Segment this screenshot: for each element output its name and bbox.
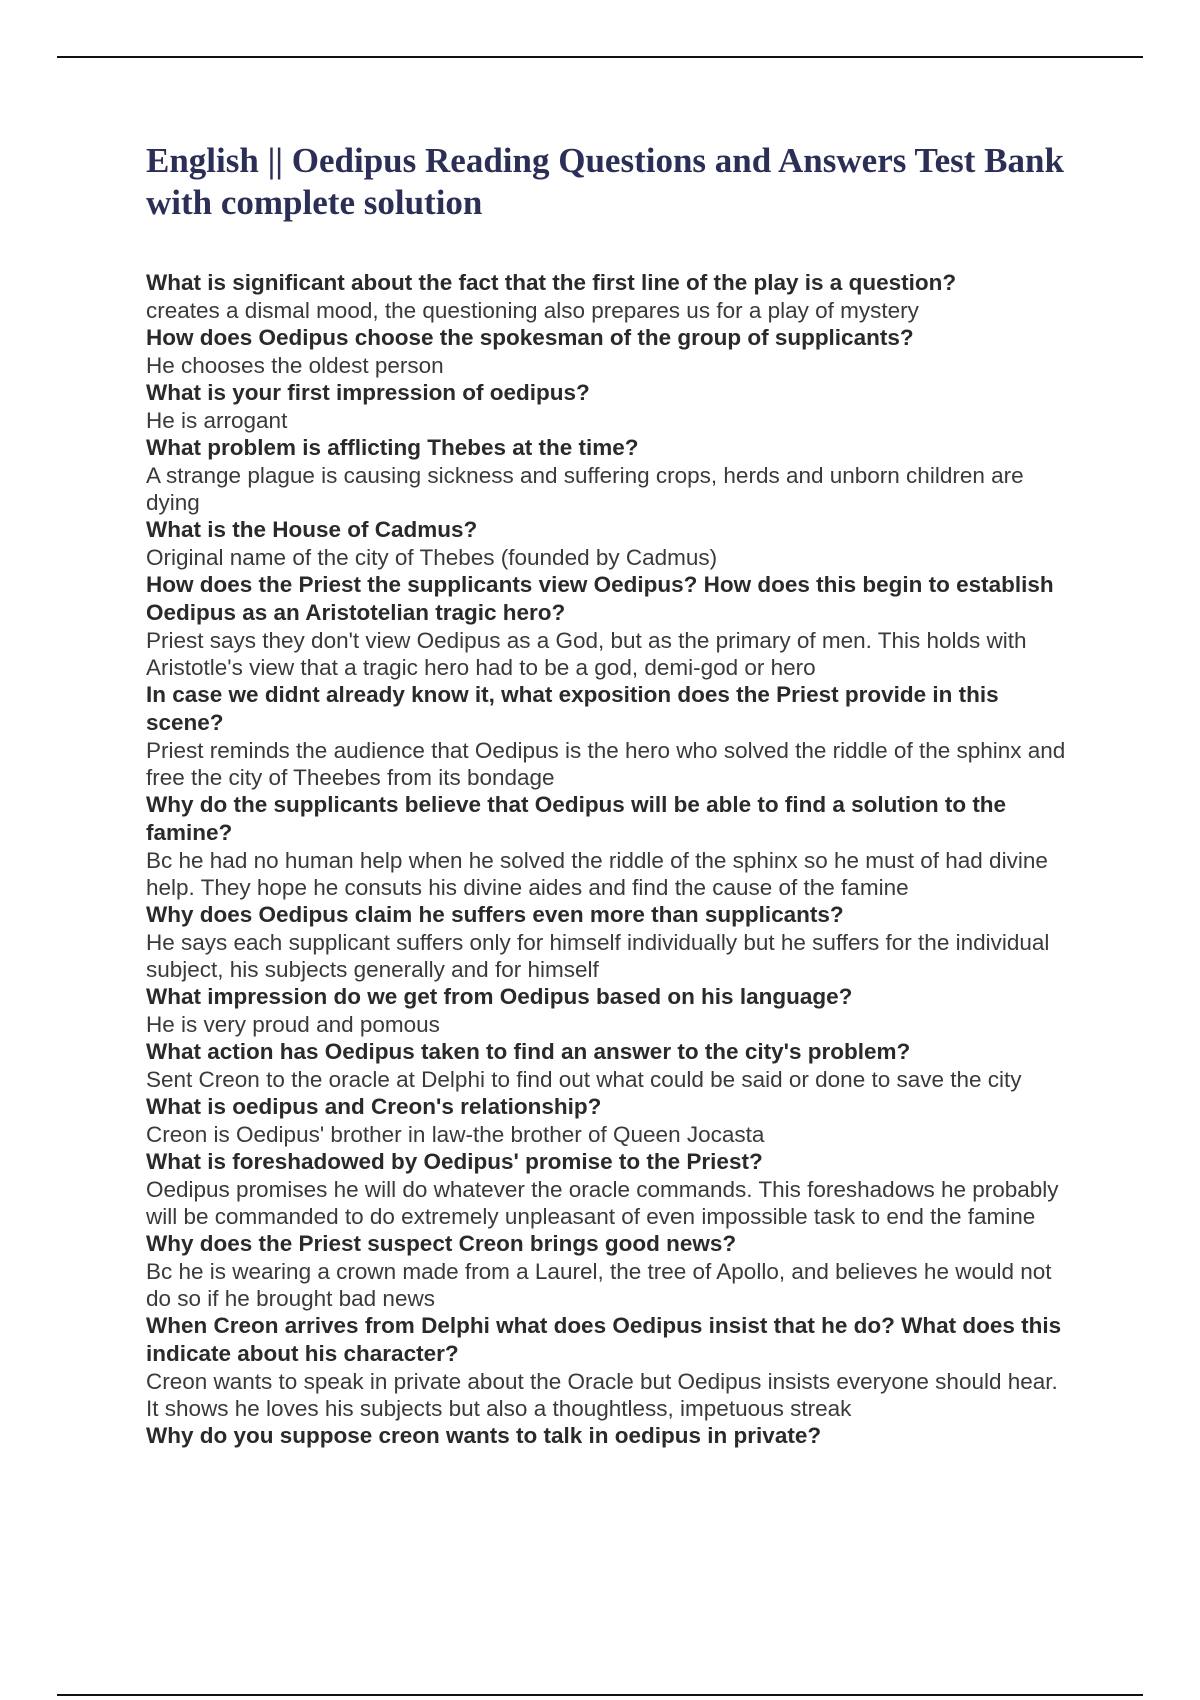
qa-item	[146, 379, 1076, 434]
bottom-rule	[57, 1694, 1143, 1696]
qa-list	[146, 269, 1076, 1450]
question-text: In case we didnt already know it, what exposition does the Priest provide in this scene?	[146, 682, 999, 735]
answer-text: He is arrogant	[146, 408, 288, 433]
answer-text: Creon is Oedipus' brother in law-the brother of Queen Jocasta	[146, 1122, 765, 1147]
question-text: What is oedipus and Creon's relationship?	[146, 1094, 602, 1119]
qa-item	[146, 1148, 1076, 1230]
question-text: What is the House of Cadmus?	[146, 517, 478, 542]
qa-item	[146, 434, 1076, 516]
qa-item	[146, 1093, 1076, 1148]
qa-item	[146, 516, 1076, 571]
question-text: What is significant about the fact that the first line of the play is a question?	[146, 270, 957, 295]
qa-item	[146, 791, 1076, 901]
question-text: What is foreshadowed by Oedipus' promise to the Priest?	[146, 1149, 763, 1174]
qa-item	[146, 1230, 1076, 1312]
answer-text: Original name of the city of Thebes (founded by Cadmus)	[146, 545, 718, 570]
question-text: How does the Priest the supplicants view Oedipus? How does this begin to establish Oedipus as an Aristotelian tragic hero?	[146, 572, 1054, 625]
answer-text: He says each supplicant suffers only for himself individually but he suffers for the individual subject, his subjects generally and for himself	[146, 930, 1050, 982]
qa-item	[146, 1422, 1076, 1450]
qa-item	[146, 983, 1076, 1038]
qa-item	[146, 681, 1076, 791]
question-text: What problem is afflicting Thebes at the time?	[146, 435, 639, 460]
qa-item	[146, 571, 1076, 681]
answer-text: Priest reminds the audience that Oedipus is the hero who solved the riddle of the sphinx and free the city of Theebes from its bondage	[146, 738, 1066, 790]
answer-text: He is very proud and pomous	[146, 1012, 440, 1037]
answer-text: A strange plague is causing sickness and suffering crops, herds and unborn children are dying	[146, 463, 1024, 515]
answer-text: Creon wants to speak in private about the Oracle but Oedipus insists everyone should hear. It shows he loves his subjects but also a thoughtless, impetuous streak	[146, 1369, 1058, 1421]
question-text: How does Oedipus choose the spokesman of the group of supplicants?	[146, 325, 914, 350]
document-title: English || Oedipus Reading Questions and Answers Test Bank with complete solution	[146, 141, 1064, 222]
answer-text: Oedipus promises he will do whatever the oracle commands. This foreshadows he probably will be commanded to do extremely unpleasant of even impossible task to end the famine	[146, 1177, 1059, 1229]
qa-item	[146, 269, 1076, 324]
question-text: Why does the Priest suspect Creon brings good news?	[146, 1231, 737, 1256]
document-body	[146, 140, 1076, 1450]
question-text: What action has Oedipus taken to find an answer to the city's problem?	[146, 1039, 911, 1064]
top-rule	[57, 56, 1143, 58]
answer-text: creates a dismal mood, the questioning also prepares us for a play of mystery	[146, 298, 919, 323]
qa-item	[146, 324, 1076, 379]
qa-item	[146, 901, 1076, 983]
question-text: Why do the supplicants believe that Oedipus will be able to find a solution to the famine?	[146, 792, 1007, 845]
answer-text: Bc he had no human help when he solved the riddle of the sphinx so he must of had divine help. They hope he consuts his divine aides and find the cause of the famine	[146, 848, 1048, 900]
answer-text: Bc he is wearing a crown made from a Laurel, the tree of Apollo, and believes he would not do so if he brought bad news	[146, 1259, 1052, 1311]
question-text: What impression do we get from Oedipus based on his language?	[146, 984, 853, 1009]
answer-text: He chooses the oldest person	[146, 353, 444, 378]
question-text: Why does Oedipus claim he suffers even more than supplicants?	[146, 902, 844, 927]
answer-text: Sent Creon to the oracle at Delphi to find out what could be said or done to save the city	[146, 1067, 1022, 1092]
question-text: What is your first impression of oedipus?	[146, 380, 590, 405]
question-text: Why do you suppose creon wants to talk in oedipus in private?	[146, 1423, 822, 1448]
answer-text: Priest says they don't view Oedipus as a God, but as the primary of men. This holds with Aristotle's view that a tragic hero had to be a god, demi-god or hero	[146, 628, 1027, 680]
qa-item	[146, 1312, 1076, 1422]
question-text: When Creon arrives from Delphi what does Oedipus insist that he do? What does this indicate about his character?	[146, 1313, 1062, 1366]
qa-item	[146, 1038, 1076, 1093]
